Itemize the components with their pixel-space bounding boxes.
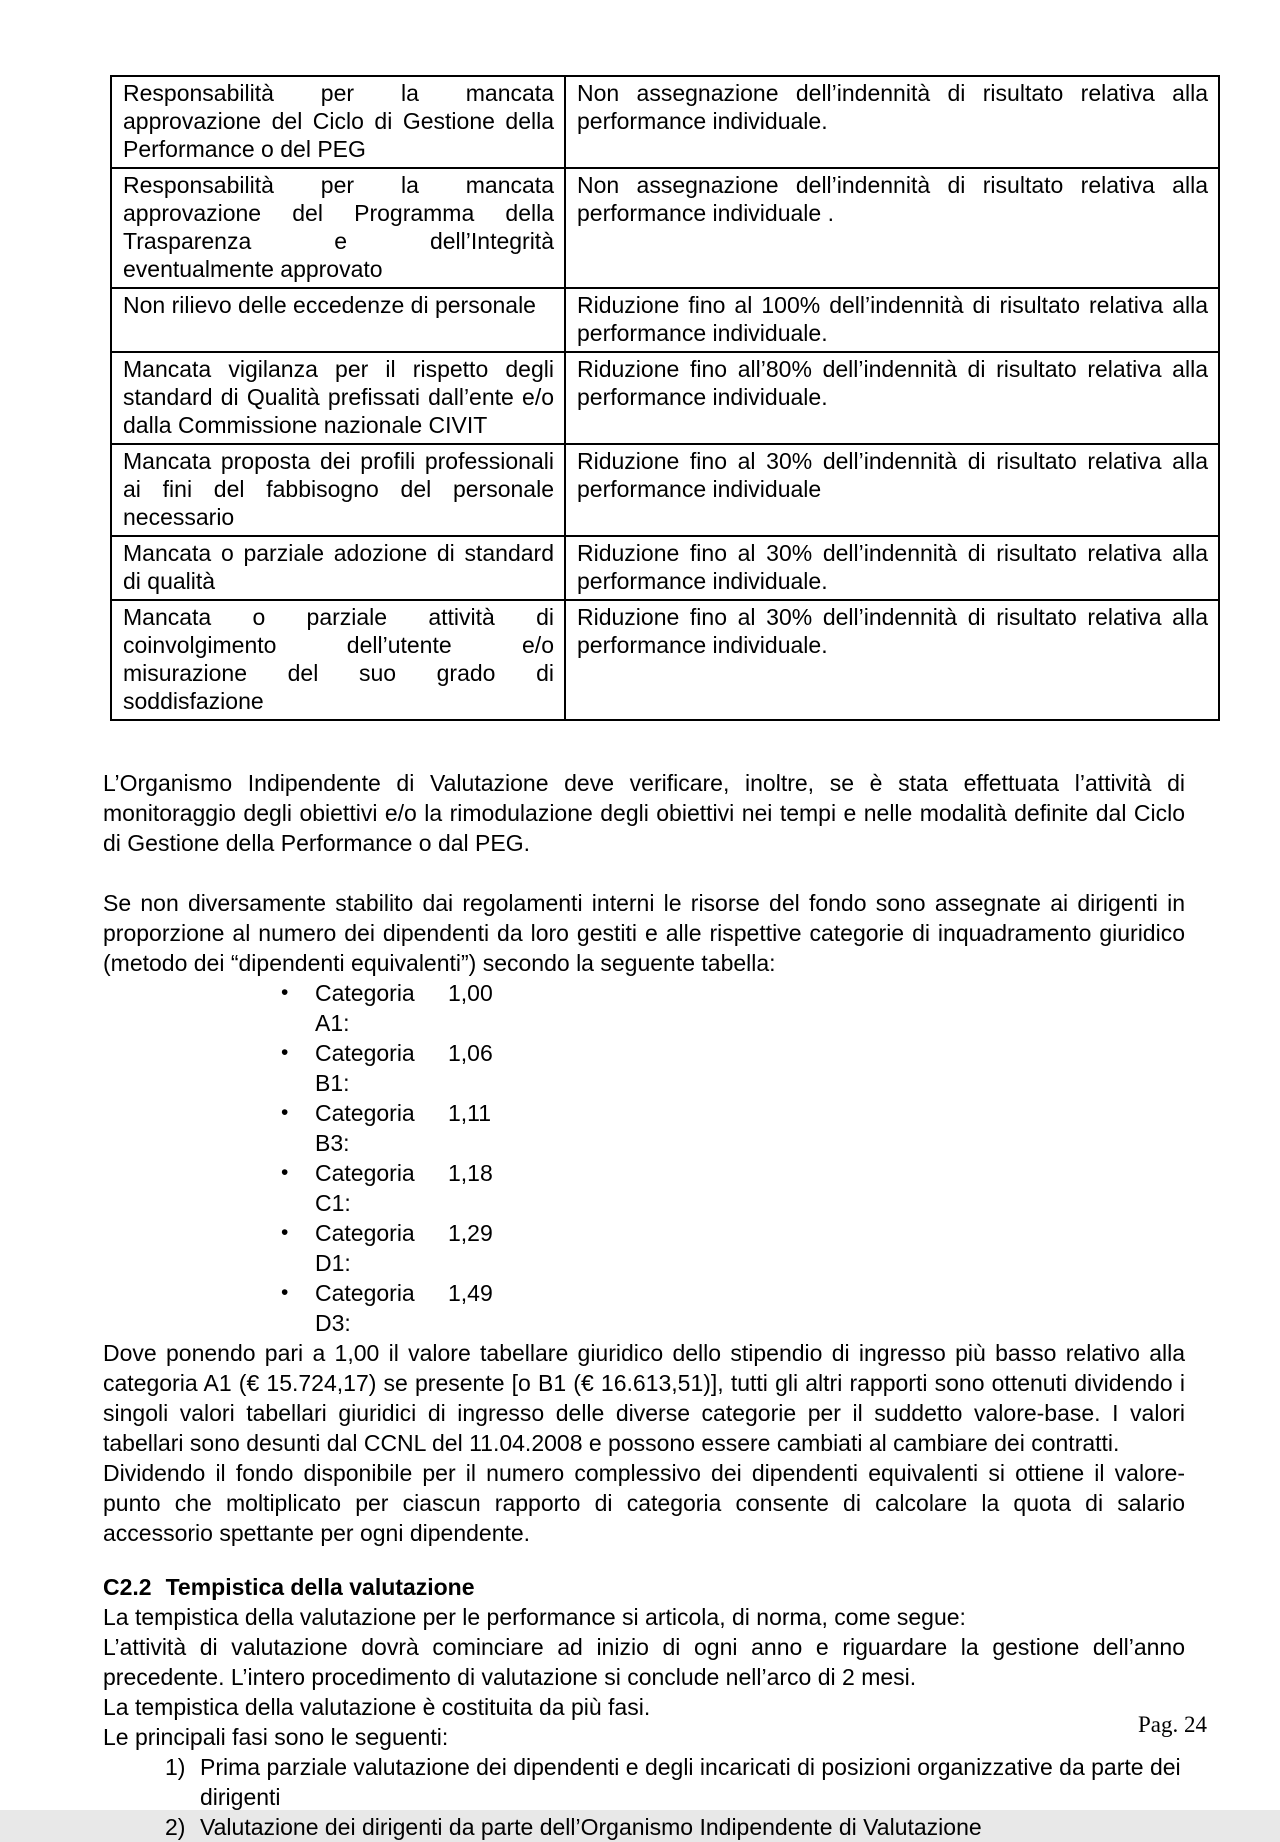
sanction-cell: Riduzione fino all’80% dell’indennità di risultato relativa alla performance individuale. [565, 352, 1219, 444]
category-value: 1,11 [448, 1100, 492, 1126]
cause-cell: Mancata proposta dei profili professionali ai fini del fabbisogno del personale necessario [111, 444, 565, 536]
list-item [103, 1752, 1185, 1812]
list-item [103, 1158, 1185, 1218]
category-list [103, 978, 1185, 1338]
cause-cell: Mancata o parziale attività di coinvolgimento dell’utente e/o misurazione del suo grado di soddisfazione [111, 600, 565, 720]
spacer [103, 858, 1185, 888]
table-row [111, 600, 1219, 720]
timing-line-1: La tempistica della valutazione per le performance si articola, di norma, come segue: [103, 1604, 966, 1630]
list-item [103, 1098, 1185, 1158]
paragraph-fund-allocation: Se non diversamente stabilito dai regolamenti interni le risorse del fondo sono assegnate ai dirigenti in proporzione al numero dei dipendenti da loro gestiti e alle rispettive categorie di inquadramento giuridico (metodo dei “dipendenti equivalenti”) secondo la seguente tabella: [103, 890, 1185, 976]
table-row [111, 288, 1219, 352]
bullet-icon: • [281, 1101, 289, 1124]
section-title: Tempistica della valutazione [165, 1574, 475, 1600]
table-row [111, 536, 1219, 600]
list-item [103, 1812, 1185, 1842]
sanction-cell: Riduzione fino al 100% dell’indennità di risultato relativa alla performance individuale. [565, 288, 1219, 352]
phase-number: 1) [165, 1754, 186, 1780]
cause-cell: Non rilievo delle eccedenze di personale [111, 288, 565, 352]
category-label: Categoria A1: [315, 980, 415, 1036]
cause-cell: Responsabilità per la mancata approvazione del Programma della Trasparenza e dell’Integrità eventualmente approvato [111, 168, 565, 288]
category-label: Categoria B1: [315, 1040, 415, 1096]
sanction-cell: Riduzione fino al 30% dell’indennità di risultato relativa alla performance individuale. [565, 536, 1219, 600]
sanction-cell: Non assegnazione dell’indennità di risultato relativa alla performance individuale. [565, 76, 1219, 168]
phase-text: Prima parziale valutazione dei dipendenti e degli incaricati di posizioni organizzative da parte dei dirigenti [200, 1754, 1181, 1810]
list-item [103, 1038, 1185, 1098]
bullet-icon: • [281, 981, 289, 1004]
category-value: 1,29 [448, 1220, 493, 1246]
table-row [111, 444, 1219, 536]
category-value: 1,00 [448, 980, 493, 1006]
phase-text: Valutazione dei dirigenti da parte dell’Organismo Indipendente di Valutazione [200, 1814, 982, 1840]
category-label: Categoria B3: [315, 1100, 415, 1156]
cause-cell: Mancata o parziale adozione di standard di qualità [111, 536, 565, 600]
timing-line-4: Le principali fasi sono le seguenti: [103, 1724, 449, 1750]
sanctions-table [110, 75, 1220, 721]
bullet-icon: • [281, 1041, 289, 1064]
section-heading [103, 1572, 1185, 1602]
list-item [103, 1218, 1185, 1278]
table-row [111, 168, 1219, 288]
category-value: 1,49 [448, 1280, 493, 1306]
sanction-cell: Riduzione fino al 30% dell’indennità di risultato relativa alla performance individuale. [565, 600, 1219, 720]
phase-number: 2) [165, 1814, 186, 1840]
category-label: Categoria D3: [315, 1280, 415, 1336]
section-number: C2.2 [103, 1574, 152, 1600]
timing-line-3: La tempistica della valutazione è costituita da più fasi. [103, 1694, 651, 1720]
cause-cell: Responsabilità per la mancata approvazione del Ciclo di Gestione della Performance o del PEG [111, 76, 565, 168]
list-item [103, 1278, 1185, 1338]
category-label: Categoria D1: [315, 1220, 415, 1276]
category-value: 1,06 [448, 1040, 493, 1066]
sanction-cell: Riduzione fino al 30% dell’indennità di risultato relativa alla performance individuale [565, 444, 1219, 536]
table-row [111, 76, 1219, 168]
category-value: 1,18 [448, 1160, 493, 1186]
paragraph-oiv-verification: L’Organismo Indipendente di Valutazione deve verificare, inoltre, se è stata effettuata l’attività di monitoraggio degli obiettivi e/o la rimodulazione degli obiettivi nei tempi e nelle modalità definite dal Ciclo di Gestione della Performance o dal PEG. [103, 770, 1185, 856]
bullet-icon: • [281, 1221, 289, 1244]
phase-list [103, 1752, 1185, 1842]
cause-cell: Mancata vigilanza per il rispetto degli standard di Qualità prefissati dall’ente e/o dalla Commissione nazionale CIVIT [111, 352, 565, 444]
paragraph-point-value: Dividendo il fondo disponibile per il numero complessivo dei dipendenti equivalenti si ottiene il valore-punto che moltiplicato per ciascun rapporto di categoria consente di calcolare la quota di salario accessorio spettante per ogni dipendente. [103, 1460, 1185, 1546]
page-number: Pag. 24 [1138, 1712, 1207, 1737]
table-row [111, 352, 1219, 444]
body-text [103, 768, 1185, 1842]
sanction-cell: Non assegnazione dell’indennità di risultato relativa alla performance individuale . [565, 168, 1219, 288]
bullet-icon: • [281, 1281, 289, 1304]
paragraph-base-value: Dove ponendo pari a 1,00 il valore tabellare giuridico dello stipendio di ingresso più basso relativo alla categoria A1 (€ 15.724,17) se presente [o B1 (€ 16.613,51)], tutti gli altri rapporti sono ottenuti dividendo i singoli valori tabellari giuridici di ingresso delle diverse categorie per il suddetto valore-base. I valori tabellari sono desunti dal CCNL del 11.04.2008 e possono essere cambiati al cambiare dei contratti. [103, 1340, 1185, 1456]
category-label: Categoria C1: [315, 1160, 415, 1216]
timing-line-2: L’attività di valutazione dovrà cominciare ad inizio di ogni anno e riguardare la gestione dell’anno precedente. L’intero procedimento di valutazione si conclude nell’arco di 2 mesi. [103, 1634, 1185, 1690]
spacer [103, 1548, 1185, 1572]
bullet-icon: • [281, 1161, 289, 1184]
list-item [103, 978, 1185, 1038]
